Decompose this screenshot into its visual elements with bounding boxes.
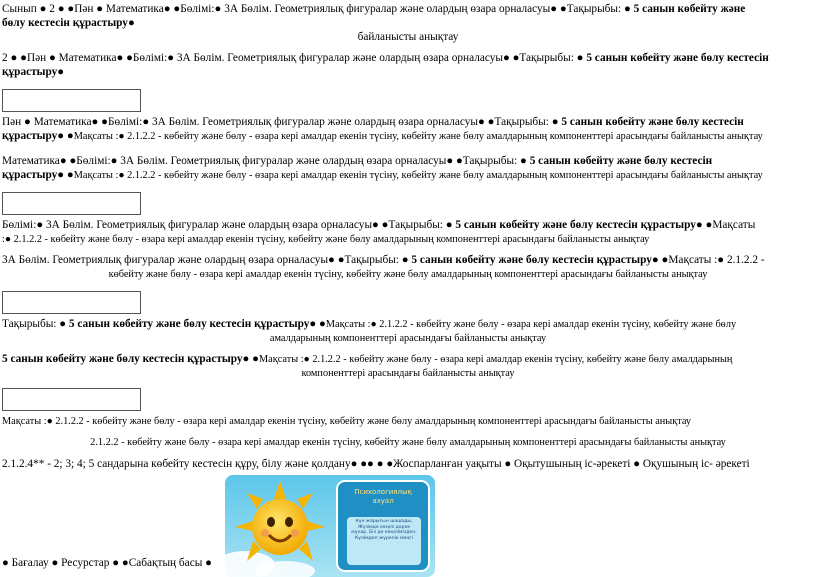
topic-text: 5 санын көбейту және бөлу кестесін құрастыру● ● <box>411 254 669 266</box>
lesson-header-text: 3А Бөлім. Геометриялық фигуралар және олардың өзара орналасуы● ●Тақырыбы: ● <box>2 254 412 266</box>
text-line <box>2 353 732 366</box>
topic-text: құрастыру● ● <box>2 169 74 181</box>
text-line <box>2 318 736 331</box>
sun-face-icon <box>252 499 308 555</box>
objective-text: Мақсаты :● 2.1.2.2 - көбейту және бөлу - өзара кері амалдар екенін түсіну, көбейту және бөлу амалдарының <box>258 354 733 365</box>
topic-text: 5 санын көбейту және бөлу кестесін <box>586 52 769 64</box>
text-line: Мақсаты :● 2.1.2.2 - көбейту және бөлу - өзара кері амалдар екенін түсіну, көбейту және бөлу амалдарының компоненттері арасындағы байланысты анықтау <box>2 416 692 427</box>
text-line: :● 2.1.2.2 - көбейту және бөлу - өзара кері амалдар екенін түсіну, көбейту және бөлу амалдарының компоненттері арасындағы байланысты анықтау <box>2 234 650 245</box>
objective-label: Мақсаты <box>712 219 756 231</box>
eye-icon <box>285 517 293 527</box>
lesson-header-text: Пән ● Математика● ●Бөлімі:● 3А Бөлім. Геометриялық фигуралар және олардың өзара орналасуы● ●Тақырыбы: ● <box>2 116 562 128</box>
topic-text: құрастыру● ● <box>2 130 74 142</box>
text-line: байланысты анықтау <box>357 31 459 43</box>
lesson-header-text: Бөлімі:● 3А Бөлім. Геометриялық фигуралар және олардың өзара орналасуы● ●Тақырыбы: ● <box>2 219 456 231</box>
poster-body: Күн жарығын шашады, Жүзімде көңілі дерек мұнар. Біз де көңілімізден, Күлімдеп жүрелік мәңгі <box>351 519 417 541</box>
poster-illustration <box>225 475 435 577</box>
topic-text: 5 санын көбейту және бөлу кестесін құрастыру● ● <box>68 318 326 330</box>
text-line <box>2 254 765 267</box>
topic-text: 5 санын көбейту және бөлу кестесін <box>529 155 713 167</box>
objective-label: Мақсаты :● 2.1.2.2 - <box>668 254 765 266</box>
empty-box <box>2 89 141 112</box>
lesson-header-text: Сынып ● 2 ● ●Пән ● Математика● ●Бөлімі:● 3А Бөлім. Геометриялық фигуралар және олардың өзара орналасуы● ●Тақырыбы: ● <box>2 3 634 15</box>
lesson-header-text: 2 ● ●Пән ● Математика● ●Бөлімі:● 3А Бөлім. Геометриялық фигуралар және олардың өзара орналасуы● ●Тақырыбы: ● <box>2 52 587 64</box>
text-line <box>2 169 763 182</box>
objective-text: Мақсаты :● 2.1.2.2 - көбейту және бөлу - өзара кері амалдар екенін түсіну, көбейту және бөлу <box>325 319 737 330</box>
text-line <box>2 219 755 232</box>
text-line: 2.1.2.4** - 2; 3; 4; 5 сандарына көбейту кестесін құру, білу және қолдану● ●● ● ●Жоспарланған уақыты ● Оқытушының іс-әрекеті ● Оқушының іс- әрекеті <box>2 458 750 470</box>
text-line <box>2 155 712 168</box>
objective-text: Мақсаты :● 2.1.2.2 - көбейту және бөлу - өзара кері амалдар екенін түсіну, көбейту және бөлу амалдарының компоненттері арасындағы байланысты анықтау <box>73 131 763 142</box>
text-line: 2.1.2.2 - көбейту және бөлу - өзара кері амалдар екенін түсіну, көбейту және бөлу амалдарының компоненттері арасындағы байланысты анықтау <box>90 437 726 448</box>
text-line <box>2 52 769 65</box>
text-line <box>2 130 763 143</box>
eye-icon <box>267 517 275 527</box>
lesson-header-text: Математика● ●Бөлімі:● 3А Бөлім. Геометриялық фигуралар және олардың өзара орналасуы● ●Тақырыбы: ● <box>2 155 530 167</box>
poster-subtitle: ахуал <box>372 497 394 505</box>
text-line: бөлу кестесін құрастыру● <box>2 17 135 29</box>
text-line: ● Бағалау ● Ресурстар ● ●Сабақтың басы ● <box>2 557 212 569</box>
text-line: құрастыру● <box>2 66 65 78</box>
empty-box <box>2 291 141 314</box>
text-line: көбейту және бөлу - өзара кері амалдар екенін түсіну, көбейту және бөлу амалдарының компоненттері арасындағы байланысты анықтау <box>108 269 708 280</box>
objective-text: Мақсаты :● 2.1.2.2 - көбейту және бөлу - өзара кері амалдар екенін түсіну, көбейту және бөлу амалдарының компоненттері арасындағы байланысты анықтау <box>73 170 763 181</box>
lesson-header-text: Тақырыбы: ● <box>2 318 69 330</box>
poster-title: Психологиялық <box>354 488 412 496</box>
topic-text: 5 санын көбейту және <box>633 3 746 15</box>
topic-text: 5 санын көбейту және бөлу кестесін құрастыру● ● <box>2 353 259 365</box>
text-line: компоненттері арасындағы байланысты анықтау <box>301 368 515 379</box>
topic-text: 5 санын көбейту және бөлу кестесін құрастыру● ● <box>455 219 713 231</box>
text-line: амалдарының компоненттері арасындағы байланысты анықтау <box>269 333 547 344</box>
empty-box <box>2 388 141 411</box>
empty-box <box>2 192 141 215</box>
topic-text: 5 санын көбейту және бөлу кестесін <box>561 116 744 128</box>
text-line <box>2 3 745 16</box>
psychological-mood-poster <box>225 475 435 577</box>
text-line <box>2 116 744 129</box>
